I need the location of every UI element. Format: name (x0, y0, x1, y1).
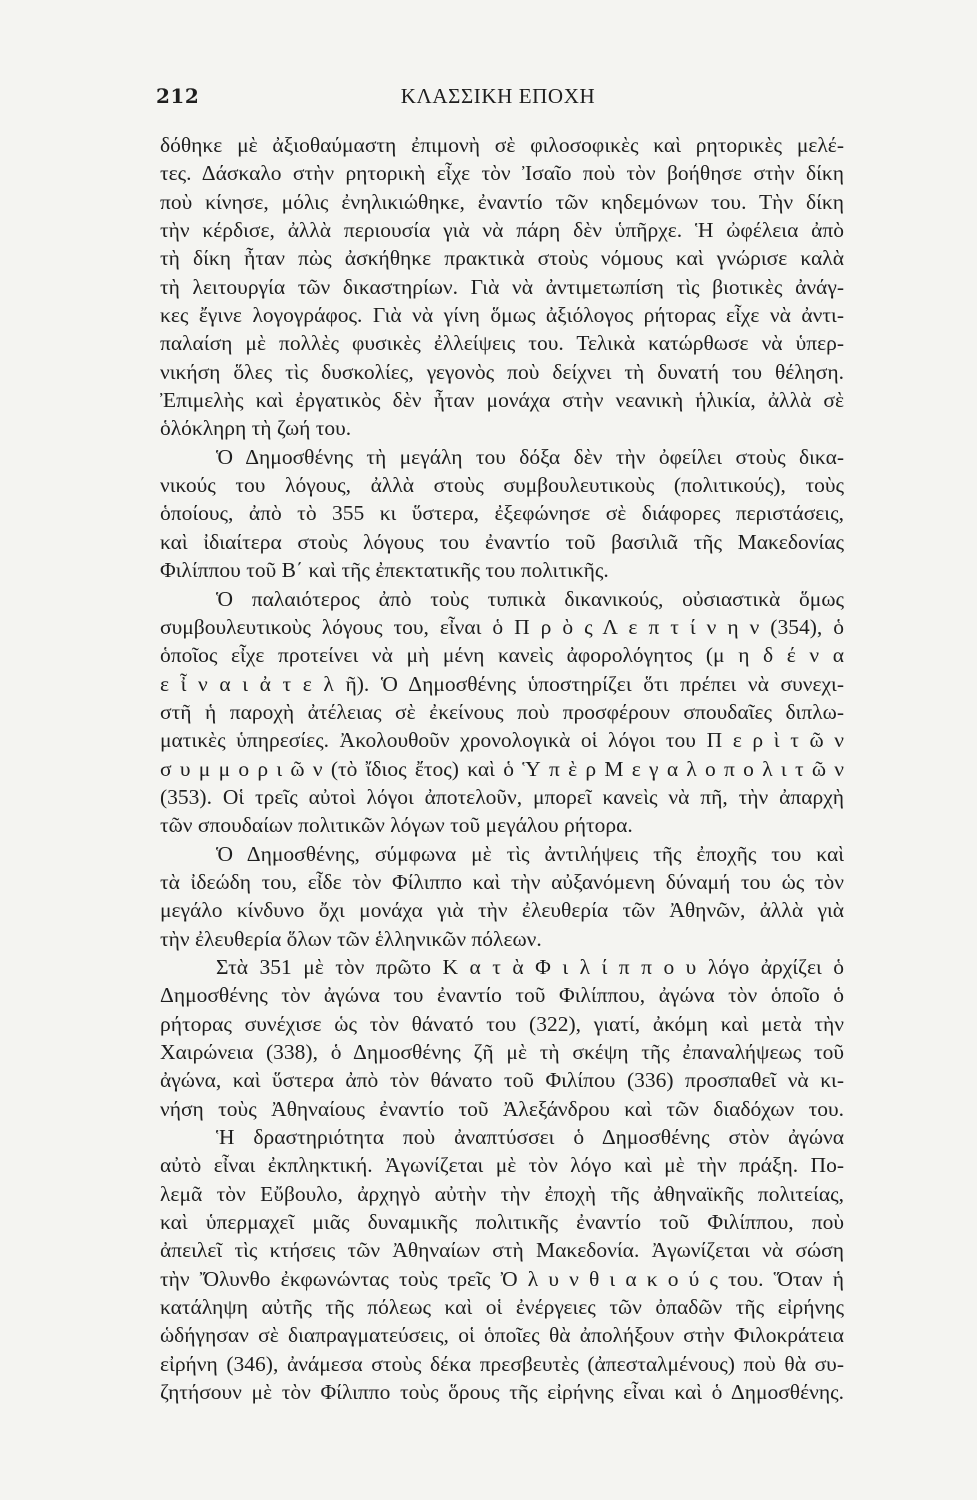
text-line: τὴ λειτουργία τῶν δικαστηρίων. Γιὰ νὰ ἀντιμετωπίση τὶς βιοτικὲς ἀνάγ- (160, 274, 844, 299)
text-line: εἰρήνη (346), ἀνάμεσα στοὺς δέκα πρεσβευτὲς (ἀπεσταλμένους) ποὺ θὰ συ- (160, 1351, 844, 1376)
running-title: ΚΛΑΣΣΙΚΗ ΕΠΟΧΗ (400, 84, 596, 108)
text-line: ὁποίους, ἀπὸ τὸ 355 κι ὕστερα, ἐξεφώνησε σὲ διάφορες περιστάσεις, (160, 501, 844, 526)
text-line: νικήση ὅλες τὶς δυσκολίες, γεγονὸς ποὺ δείχνει τὴ δυνατή του θέληση. (160, 359, 844, 384)
text-line: στῆ ἡ παροχὴ ἀτέλειας σὲ ἐκείνους ποὺ προσφέρουν σπουδαῖες διπλω- (160, 699, 844, 724)
text-line: κατάληψη αὐτῆς τῆς πόλεως καὶ οἱ ἐνέργειες τῶν ὀπαδῶν τῆς εἰρήνης (160, 1295, 844, 1320)
text-line: δόθηκε μὲ ἀξιοθαύμαστη ἐπιμονὴ σὲ φιλοσοφικὲς καὶ ρητορικὲς μελέ- (160, 133, 844, 157)
text-line: ρήτορας συνέχισε ὡς τὸν θάνατό του (322), γιατί, ἀκόμη καὶ μετὰ τὴν (160, 1011, 844, 1036)
page-header (156, 84, 840, 114)
text-line: νικούς του λόγους, ἀλλὰ στοὺς συμβουλευτικοὺς (πολιτικούς), τοὺς (160, 473, 844, 498)
text-line: τὴν κέρδισε, ἀλλὰ περιουσία γιὰ νὰ πάρη δὲν ὑπῆρχε. Ἡ ὠφέλεια ἀπὸ (160, 218, 844, 243)
text-line: τὴν Ὄλυνθο ἐκφωνώντας τοὺς τρεῖς Ὀ λ υ ν θ ι α κ ο ύ ς του. Ὅταν ἡ (160, 1266, 844, 1291)
text-line: καὶ ὑπερμαχεῖ μιᾶς δυναμικῆς πολιτικῆς ἐναντίο τοῦ Φιλίππου, ποὺ (160, 1210, 844, 1235)
text-line: ἀγώνα, καὶ ὕστερα ἀπὸ τὸν θάνατο τοῦ Φιλίπου (336) προσπαθεῖ νὰ κι- (160, 1068, 844, 1093)
text-line: ἀπειλεῖ τὶς κτήσεις τῶν Ἀθηναίων στὴ Μακεδονία. Ἀγωνίζεται νὰ σώση (160, 1238, 844, 1263)
text-line: τῶν σπουδαίων πολιτικῶν λόγων τοῦ μεγάλου ρήτορα. (160, 813, 633, 838)
text-line: αὐτὸ εἶναι ἐκπληκτική. Ἀγωνίζεται μὲ τὸν λόγο καὶ μὲ τὴν πράξη. Πο- (160, 1153, 844, 1178)
text-line: Δημοσθένης τὸν ἀγώνα του ἐναντίο τοῦ Φιλίππου, ἀγώνα τὸν ὁποῖο ὁ (160, 983, 844, 1008)
body-text (160, 131, 844, 1406)
text-line: Χαιρώνεια (338), ὁ Δημοσθένης ζῆ μὲ τὴ σκέψη τῆς ἐπαναλήψεως τοῦ (160, 1040, 844, 1064)
text-line: σ υ μ μ ο ρ ι ῶ ν (τὸ ἴδιος ἔτος) καὶ ὁ Ὑ π ὲ ρ Μ ε γ α λ ο π ο λ ι τ ῶ ν (160, 756, 844, 781)
text-line: Ὁ Δημοσθένης τὴ μεγάλη του δόξα δὲν τὴν ὀφείλει στοὺς δικα- (216, 444, 844, 469)
text-line: ε ἶ ν α ι ἀ τ ε λ ῆ). Ὁ Δημοσθένης ὑποστηρίζει ὅτι πρέπει νὰ συνεχι- (160, 671, 844, 696)
text-line: Ὁ Δημοσθένης, σύμφωνα μὲ τὶς ἀντιλήψεις τῆς ἐποχῆς του καὶ (216, 841, 844, 866)
text-line: ὁλόκληρη τὴ ζωή του. (160, 416, 352, 441)
text-line: μεγάλο κίνδυνο ὄχι μονάχα γιὰ τὴν ἐλευθερία τῶν Ἀθηνῶν, ἀλλὰ γιὰ (160, 898, 844, 923)
text-line: ματικὲς ὑπηρεσίες. Ἀκολουθοῦν χρονολογικὰ οἱ λόγοι του Π ε ρ ὶ τ ῶ ν (160, 728, 844, 753)
text-line: (353). Οἱ τρεῖς αὐτοὶ λόγοι ἀποτελοῦν, μπορεῖ κανεὶς νὰ πῆ, τὴν ἀπαρχὴ (160, 784, 844, 809)
text-line: καὶ ἰδιαίτερα στοὺς λόγους του ἐναντίο τοῦ βασιλιᾶ τῆς Μακεδονίας (160, 529, 844, 554)
text-line: τὰ ἰδεώδη του, εἶδε τὸν Φίλιππο καὶ τὴν αὐξανόμενη δύναμή του ὡς τὸν (160, 869, 844, 894)
text-line: Ὁ παλαιότερος ἀπὸ τοὺς τυπικὰ δικανικούς, οὐσιαστικὰ ὅμως (216, 586, 844, 611)
text-line: τὴν ἐλευθερία ὅλων τῶν ἑλληνικῶν πόλεων. (160, 926, 542, 951)
text-line: νήση τοὺς Ἀθηναίους ἐναντίο τοῦ Ἀλεξάνδρου καὶ τῶν διαδόχων του. (160, 1096, 844, 1121)
text-line: τὴ δίκη ἦταν πὼς ἀσκήθηκε πρακτικὰ στοὺς νόμους καὶ γνώρισε καλὰ (160, 246, 844, 271)
text-line: κες ἔγινε λογογράφος. Γιὰ νὰ γίνη ὅμως ἀξιόλογος ρήτορας εἶχε νὰ ἀντι- (160, 303, 844, 328)
text-line: ζητήσουν μὲ τὸν Φίλιππο τοὺς ὅρους τῆς εἰρήνης εἶναι καὶ ὁ Δημοσθένης. (160, 1380, 844, 1405)
text-line: παλαίση μὲ πολλὲς φυσικὲς ἐλλείψεις του. Τελικὰ κατώρθωσε νὰ ὑπερ- (160, 331, 844, 356)
text-line: Ἐπιμελὴς καὶ ἐργατικὸς δὲν ἦταν μονάχα στὴν νεανικὴ ἡλικία, ἀλλὰ σὲ (160, 388, 844, 413)
page-number: 212 (156, 84, 200, 108)
text-line: Στὰ 351 μὲ τὸν πρῶτο Κ α τ ὰ Φ ι λ ί π π ο υ λόγο ἀρχίζει ὁ (216, 954, 844, 979)
text-line: ὡδήγησαν σὲ διαπραγματεύσεις, οἱ ὁποῖες θὰ ἀπολήξουν στὴν Φιλοκράτεια (160, 1323, 844, 1348)
text-line: ὁποῖος εἶχε προτείνει νὰ μὴ μένη κανεὶς ἀφορολόγητος (μ η δ έ ν α (160, 643, 844, 668)
text-line: τες. Δάσκαλο στὴν ρητορικὴ εἶχε τὸν Ἰσαῖο ποὺ τὸν βοήθησε στὴν δίκη (160, 161, 844, 186)
text-line: συμβουλευτικοὺς λόγους του, εἶναι ὁ Π ρ ὸ ς Λ ε π τ ί ν η ν (354), ὁ (160, 614, 844, 639)
text-line: Ἡ δραστηριότητα ποὺ ἀναπτύσσει ὁ Δημοσθένης στὸν ἀγώνα (216, 1125, 844, 1150)
text-line: λεμᾶ τὸν Εὔβουλο, ἀρχηγὸ αὐτὴν τὴν ἐποχὴ τῆς ἀθηναϊκῆς πολιτείας, (160, 1181, 844, 1206)
text-line: ποὺ κίνησε, μόλις ἐνηλικιώθηκε, ἐναντίο τῶν κηδεμόνων του. Τὴν δίκη (160, 189, 844, 214)
text-line: Φιλίππου τοῦ Β΄ καὶ τῆς ἐπεκτατικῆς του πολιτικῆς. (160, 558, 609, 583)
